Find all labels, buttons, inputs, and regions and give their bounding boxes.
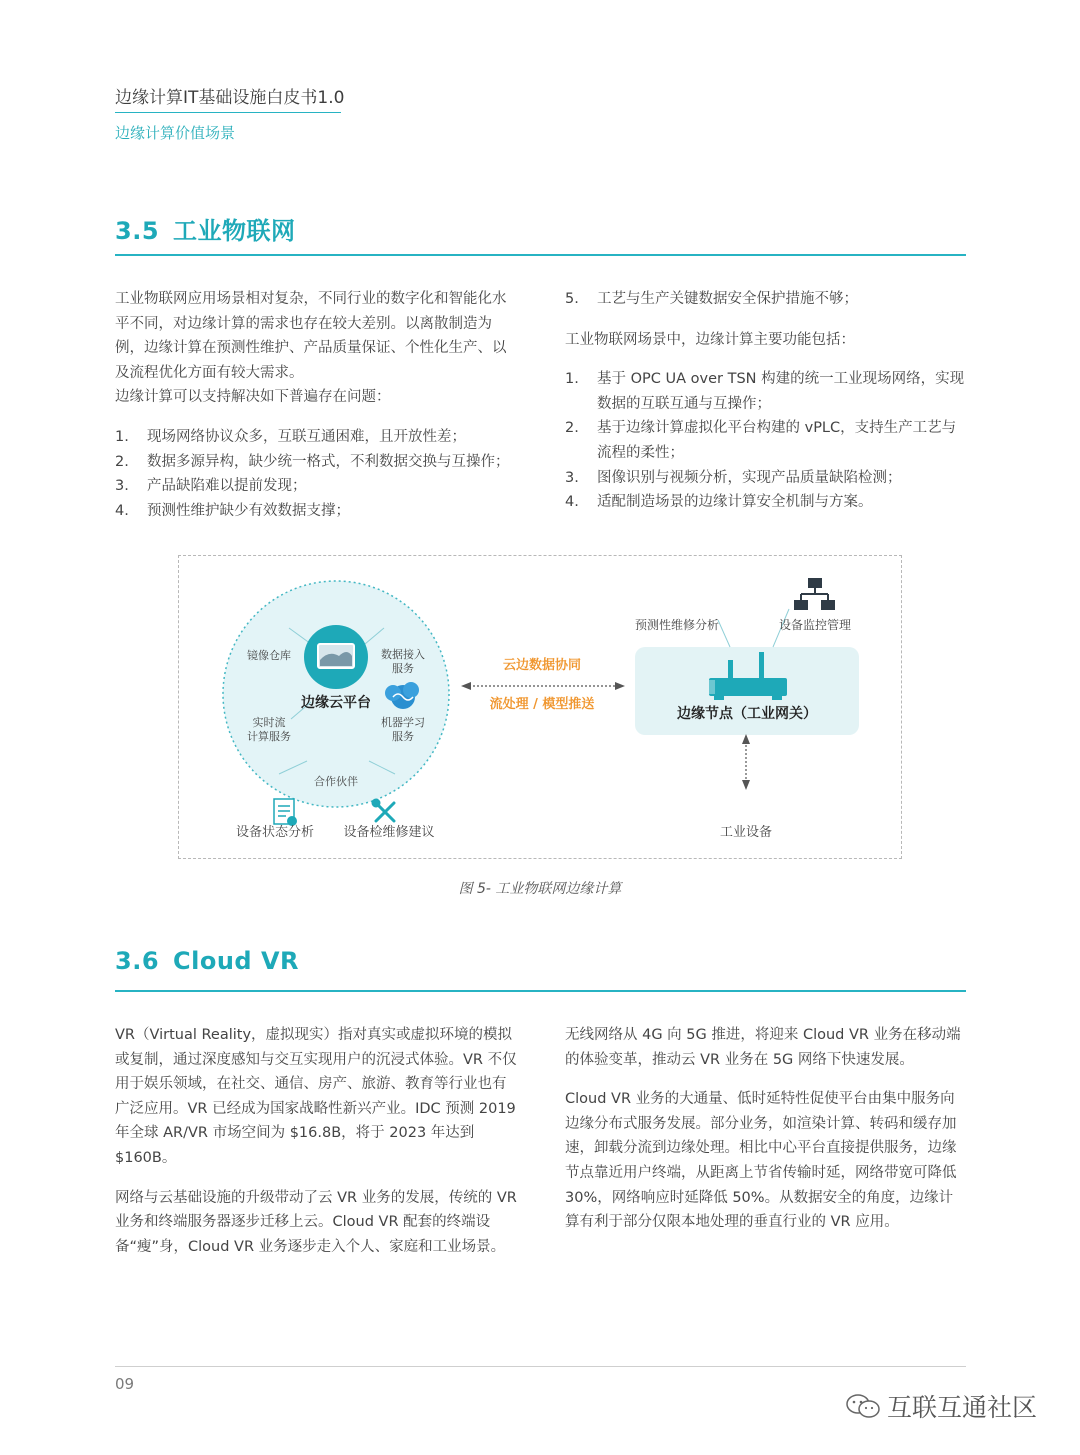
predictive-label: 预测性维修分析 [634,618,719,632]
edge-node-label: 边缘节点（工业网关） [677,706,817,722]
push-label: 流处理 / 模型推送 [489,697,595,712]
problems-lead: 边缘计算可以支持解决如下普遍存在问题： [115,389,391,406]
section-number: 3.6 [115,947,160,975]
data-access-label: 数据接入 服务 [381,648,425,675]
section-title: 工业物联网 [173,217,296,245]
section-3-5-right-column [565,287,967,515]
document-icon [274,799,297,826]
document-title: 边缘计算IT基础设施白皮书1.0 [115,88,345,108]
collab-label: 云边数据协同 [502,658,581,673]
device-status-label: 设备状态分析 [235,825,314,840]
page-number: 09 [115,1375,135,1393]
wrench-icon [373,800,394,821]
section-number: 3.5 [115,217,160,245]
list-item: 2. 数据多源异构，缺少统一格式，不利数据交换与互操作； [115,453,510,470]
header-rule [115,112,341,113]
hierarchy-icon [794,578,835,610]
list-item: 1. 基于 OPC UA over TSN 构建的统一工业现场网络，实现数据的互联互通与互操作； [565,371,965,412]
list-item: 4. 适配制造场景的边缘计算安全机制与方案。 [565,494,873,511]
section-heading-3-6 [115,947,299,975]
list-item: 4. 预测性维护缺少有效数据支撑； [115,502,350,519]
list-item: 5. 工艺与生产关键数据安全保护措施不够； [565,291,858,307]
section-3-6-left-column [115,1023,517,1259]
footer-rule [115,1366,966,1367]
problems-list-continued [565,287,967,312]
paragraph: 网络与云基础设施的升级带动了云 VR 业务的发展，传统的 VR 业务和终端服务器逐步迁移上云。Cloud VR 配套的终端设备“瘦”身，Cloud VR 业务逐步走入个人、家庭和工业场景。 [115,1189,517,1255]
chapter-title: 边缘计算价值场景 [115,124,236,142]
section-rule [115,254,966,256]
functions-lead: 工业物联网场景中，边缘计算主要功能包括： [565,331,855,348]
list-item: 3. 图像识别与视频分析，实现产品质量缺陷检测； [565,469,902,486]
watermark [845,1388,1037,1424]
list-item: 2. 基于边缘计算虚拟化平台构建的 vPLC，支持生产工艺与流程的柔性； [565,420,957,461]
section-heading-3-5 [115,211,296,246]
realtime-label: 实时流 计算服务 [247,716,291,743]
chat-bubble-icon [845,1392,881,1420]
mirror-repo-label: 镜像仓库 [247,649,291,662]
monitor-label: 设备监控管理 [778,618,851,632]
section-3-6-right-column [565,1023,967,1235]
section-title: Cloud VR [173,947,300,975]
partners-label: 合作伙伴 [314,775,358,788]
maintenance-label: 设备检维修建议 [343,825,435,840]
paragraph: 无线网络从 4G 向 5G 推进，将迎来 Cloud VR 业务在移动端的体验变革，推动云 VR 业务在 5G 网络下快速发展。 [565,1027,961,1068]
watermark-text: 互联互通社区 [887,1393,1038,1422]
industrial-device-label: 工业设备 [719,825,772,840]
platform-label: 边缘云平台 [301,695,371,711]
section-3-5-left-column [115,287,517,523]
problems-list [115,425,517,523]
figure-frame [178,555,902,859]
functions-list [565,367,967,515]
intro-paragraph: 工业物联网应用场景相对复杂，不同行业的数字化和智能化水平不同，对边缘计算的需求也存在较大差别。以离散制造为例，边缘计算在预测性维护、产品质量保证、个性化生产、以及流程优化方面有较大需求。 [115,291,507,381]
ml-label: 机器学习 服务 [381,716,425,743]
list-item: 3. 产品缺陷难以提前发现； [115,478,307,495]
paragraph: Cloud VR 业务的大通量、低时延特性促使平台由集中服务向边缘分布式服务发展。部分业务，如渲染计算、转码和缓存加速，卸载分流到边缘处理。相比中心平台直接提供服务，边缘节点靠近用户终端，从距离上节省传输时延，网络带宽可降低 30%，网络响应时延降低 50%。从数据安全的角度，边缘计算有利于部分仅限本地处理的垂直行业的 VR 应用。 [565,1091,957,1231]
figure-caption: 图 5- 工业物联网边缘计算 [458,881,622,897]
paragraph: VR（Virtual Reality，虚拟现实）指对真实或虚拟环境的模拟或复制，通过深度感知与交互实现用户的沉浸式体验。VR 不仅用于娱乐领域，在社交、通信、房产、旅游、教育等行业也有广泛应用。VR 已经成为国家战略性新兴产业。IDC 预测 2019 年全球 AR/VR 市场空间为 $16.8B，将于 2023 年达到 $160B。 [115,1027,517,1166]
section-rule [115,990,966,992]
list-item: 1. 现场网络协议众多，互联互通困难，且开放性差； [115,428,466,445]
